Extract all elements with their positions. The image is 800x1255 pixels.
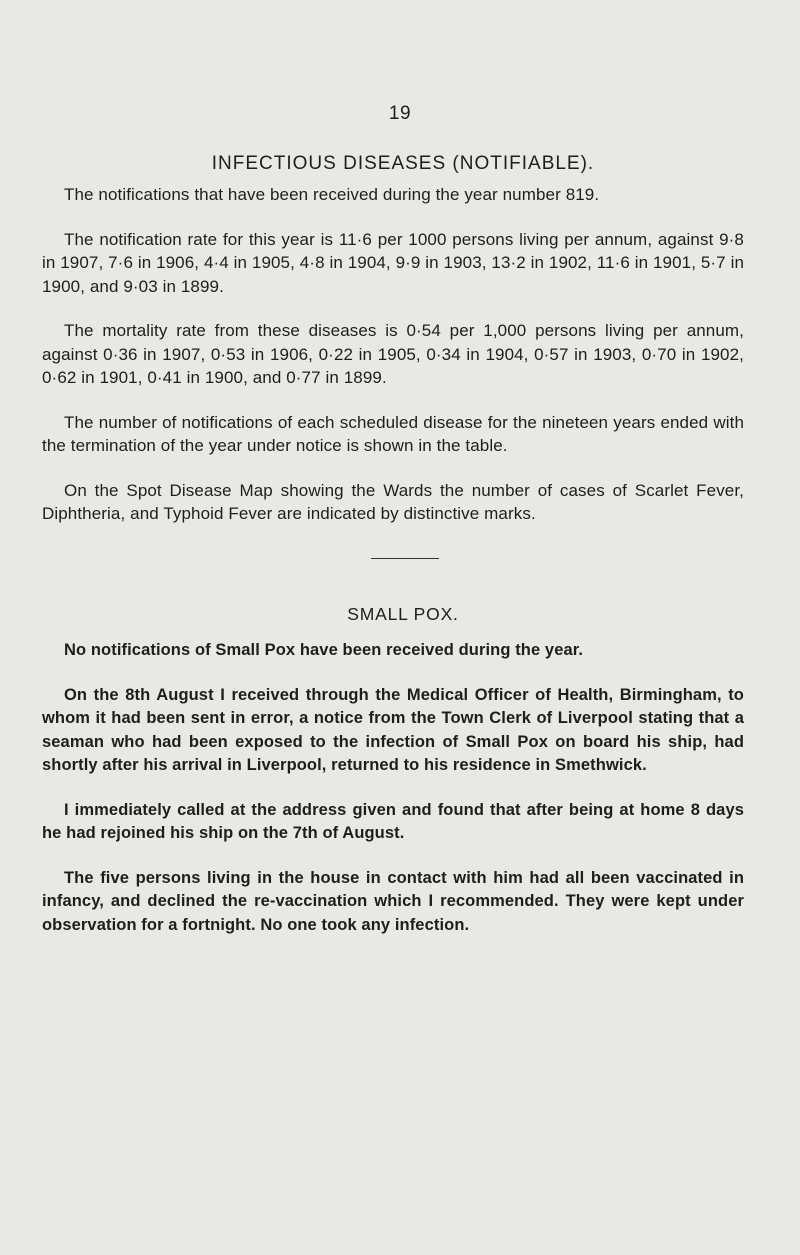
small-pox-section bbox=[42, 639, 744, 937]
scheduled-disease-paragraph: The number of notifications of each scheduled disease for the nineteen years ended with the termination of the year under notice is shown in the table. bbox=[42, 412, 744, 455]
spot-disease-map-paragraph: On the Spot Disease Map showing the Wards the number of cases of Scarlet Fever, Diphtheria, and Typhoid Fever are indicated by distinctive marks. bbox=[42, 480, 744, 523]
liverpool-notice-paragraph: On the 8th August I received through the Medical Officer of Health, Birmingham, to whom it had been sent in error, a notice from the Town Clerk of Liverpool stating that a seaman who had been exposed to the infection of Small Pox on board his ship, had shortly after his arrival in Liverpool, returned to his residence in Smethwick. bbox=[42, 685, 744, 774]
page-number: 19 bbox=[388, 103, 412, 124]
notification-rate-paragraph: The notification rate for this year is 11·6 per 1000 persons living per annum, against 9·8 in 1907, 7·6 in 1906, 4·4 in 1905, 4·8 in 1904, 9·9 in 1903, 13·2 in 1902, 11·6 in 1901, 5·7 in 1900, and 9·03 in 1899. bbox=[42, 229, 744, 296]
page-content bbox=[42, 153, 744, 958]
vaccination-paragraph: The five persons living in the house in contact with him had all been vaccinated in infancy, and declined the re-vaccination which I recommended. They were kept under observation for a fortnight. No one took any infection. bbox=[42, 868, 744, 934]
notifications-paragraph: The notifications that have been received during the year number 819. bbox=[64, 185, 600, 204]
no-notifications-paragraph: No notifications of Small Pox have been received during the year. bbox=[64, 641, 584, 659]
infectious-diseases-heading: INFECTIOUS DISEASES (NOTIFIABLE). bbox=[211, 153, 595, 174]
address-visit-paragraph: I immediately called at the address given and found that after being at home 8 days he had rejoined his ship on the 7th of August. bbox=[42, 800, 744, 842]
small-pox-heading: SMALL POX. bbox=[347, 604, 459, 624]
mortality-rate-paragraph: The mortality rate from these diseases is 0·54 per 1,000 persons living per annum, against 0·36 in 1907, 0·53 in 1906, 0·22 in 1905, 0·34 in 1904, 0·57 in 1903, 0·70 in 1902, 0·62 in 1901, 0·41 in 1900, and 0·77 in 1899. bbox=[42, 321, 744, 387]
section-divider bbox=[371, 558, 439, 560]
